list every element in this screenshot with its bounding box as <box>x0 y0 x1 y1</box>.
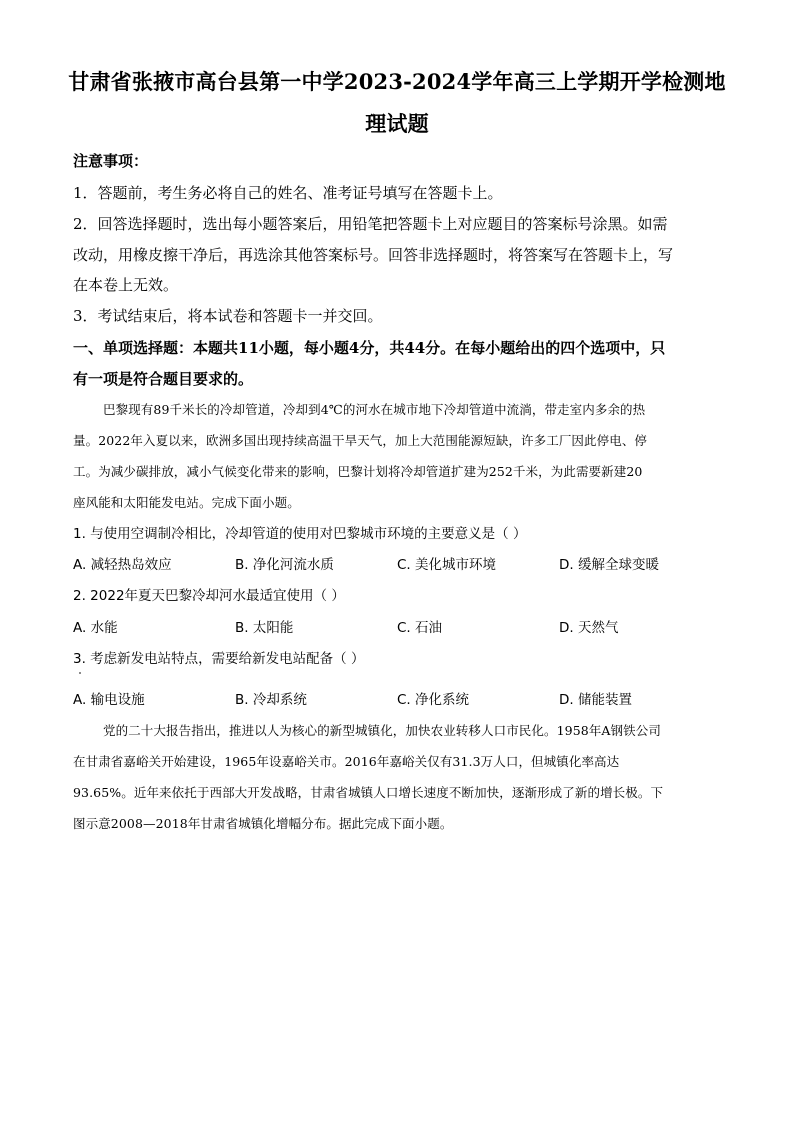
material-2-line-2: 在甘肃省嘉峪关开始建设，1965年设嘉峪关市。2016年嘉峪关仅有31.3万人口，但城镇化率高达 <box>73 754 620 769</box>
question-2-stem: 2. 2022年夏天巴黎冷却河水最适宜使用（ ） <box>73 588 345 604</box>
question-1-option-d: D. 缓解全球变暖 <box>559 557 659 573</box>
material-2-line-1: 党的二十大报告指出，推进以人为核心的新型城镇化，加快农业转移人口市民化。1958年A钢铁公司 <box>103 723 661 738</box>
question-1-option-b: B. 净化河流水质 <box>235 557 334 573</box>
material-1-line-1: 巴黎现有89千米长的冷却管道，冷却到4℃的河水在城市地下冷却管道中流淌，带走室内多余的热 <box>103 402 646 417</box>
notice-item-2-line-2: 改动，用橡皮擦干净后，再选涂其他答案标号。回答非选择题时，将答案写在答题卡上，写 <box>73 246 674 264</box>
question-3-option-a: A. 输电设施 <box>73 692 145 708</box>
notice-heading: 注意事项： <box>73 152 149 170</box>
material-2-line-3: 93.65%。近年来依托于西部大开发战略，甘肃省城镇人口增长速度不断加快，逐渐形成了新的增长极。下 <box>73 785 664 800</box>
material-1-line-4: 座风能和太阳能发电站。完成下面小题。 <box>73 495 300 510</box>
stray-dot-mark <box>79 672 81 674</box>
section-heading-line-1: 一、单项选择题：本题共11小题，每小题4分，共44分。在每小题给出的四个选项中，只 <box>73 339 666 357</box>
exam-title-line-2: 理试题 <box>365 111 429 136</box>
question-3-option-b: B. 冷却系统 <box>235 692 307 708</box>
question-2-option-c: C. 石油 <box>397 620 443 636</box>
question-2-option-a: A. 水能 <box>73 620 118 636</box>
question-2-option-d: D. 天然气 <box>559 620 619 636</box>
question-1-option-c: C. 美化城市环境 <box>397 557 497 573</box>
question-1-stem: 1. 与使用空调制冷相比，冷却管道的使用对巴黎城市环境的主要意义是（ ） <box>73 526 527 542</box>
material-1-line-3: 工。为减少碳排放，减小气候变化带来的影响，巴黎计划将冷却管道扩建为252千米，为此需要新建20 <box>73 464 643 479</box>
question-3-stem: 3. 考虑新发电站特点，需要给新发电站配备（ ） <box>73 651 365 667</box>
question-1-option-a: A. 减轻热岛效应 <box>73 557 172 573</box>
exam-title-line-1: 甘肃省张掖市高台县第一中学2023-2024学年高三上学期开学检测地 <box>68 69 726 94</box>
question-3-option-d: D. 储能装置 <box>559 692 632 708</box>
material-2-line-4: 图示意2008—2018年甘肃省城镇化增幅分布。据此完成下面小题。 <box>73 816 453 831</box>
notice-item-1: 1．答题前，考生务必将自己的姓名、准考证号填写在答题卡上。 <box>73 184 503 202</box>
notice-item-2-line-3: 在本卷上无效。 <box>73 276 179 294</box>
question-3-option-c: C. 净化系统 <box>397 692 470 708</box>
section-heading-line-2: 有一项是符合题目要求的。 <box>73 370 254 388</box>
notice-item-3: 3．考试结束后，将本试卷和答题卡一并交回。 <box>73 307 383 325</box>
material-1-line-2: 量。2022年入夏以来，欧洲多国出现持续高温干旱天气，加上大范围能源短缺，许多工厂因此停电、停 <box>73 433 648 448</box>
notice-item-2-line-1: 2．回答选择题时，选出每小题答案后，用铅笔把答题卡上对应题目的答案标号涂黑。如需 <box>73 215 668 233</box>
question-2-option-b: B. 太阳能 <box>235 620 294 636</box>
